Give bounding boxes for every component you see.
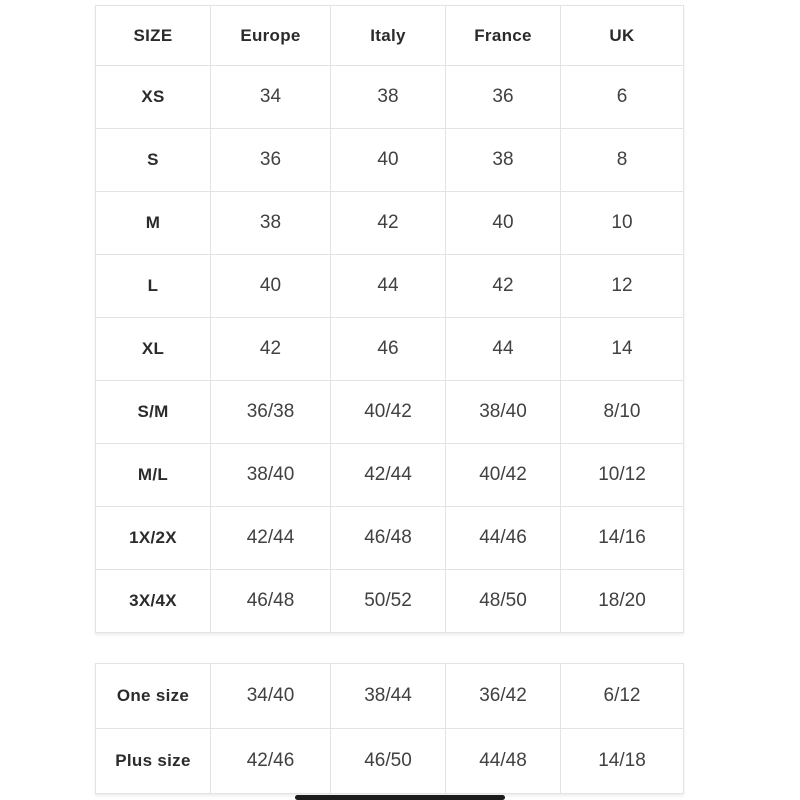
special-size-table-body	[96, 664, 684, 794]
size-value: 8/10	[561, 381, 684, 444]
size-label: One size	[96, 664, 211, 729]
size-value: 46/48	[211, 570, 331, 633]
size-value: 40/42	[331, 381, 446, 444]
size-value: 38	[211, 192, 331, 255]
size-value: 40	[211, 255, 331, 318]
size-value: 38	[331, 66, 446, 129]
size-value: 6/12	[561, 664, 684, 729]
table-row	[96, 444, 684, 507]
size-value: 18/20	[561, 570, 684, 633]
size-label: M/L	[96, 444, 211, 507]
size-label: 1X/2X	[96, 507, 211, 570]
size-value: 44/48	[446, 729, 561, 794]
size-label: L	[96, 255, 211, 318]
size-value: 14	[561, 318, 684, 381]
table-row	[96, 66, 684, 129]
size-value: 38/44	[331, 664, 446, 729]
size-value: 36	[211, 129, 331, 192]
table-row	[96, 381, 684, 444]
size-value: 46	[331, 318, 446, 381]
size-table-body	[96, 66, 684, 633]
size-value: 44	[331, 255, 446, 318]
size-value: 46/50	[331, 729, 446, 794]
size-value: 10	[561, 192, 684, 255]
size-value: 42	[446, 255, 561, 318]
size-label: S	[96, 129, 211, 192]
size-label: 3X/4X	[96, 570, 211, 633]
size-value: 42	[331, 192, 446, 255]
size-value: 36/38	[211, 381, 331, 444]
table-row	[96, 729, 684, 794]
column-header-size: SIZE	[96, 6, 211, 66]
size-value: 36/42	[446, 664, 561, 729]
size-table-header	[96, 6, 684, 66]
size-value: 50/52	[331, 570, 446, 633]
size-label: Plus size	[96, 729, 211, 794]
column-header-italy: Italy	[331, 6, 446, 66]
size-value: 38/40	[446, 381, 561, 444]
size-value: 44/46	[446, 507, 561, 570]
size-value: 36	[446, 66, 561, 129]
size-label: XL	[96, 318, 211, 381]
size-value: 42/46	[211, 729, 331, 794]
header-row	[96, 6, 684, 66]
size-label: S/M	[96, 381, 211, 444]
size-value: 10/12	[561, 444, 684, 507]
size-label: XS	[96, 66, 211, 129]
size-value: 38/40	[211, 444, 331, 507]
special-size-table	[95, 663, 684, 794]
table-row	[96, 570, 684, 633]
size-conversion-table	[95, 5, 684, 633]
size-value: 40/42	[446, 444, 561, 507]
scrollbar-thumb[interactable]	[295, 795, 505, 800]
size-value: 6	[561, 66, 684, 129]
table-row	[96, 129, 684, 192]
table-row	[96, 255, 684, 318]
column-header-europe: Europe	[211, 6, 331, 66]
size-value: 12	[561, 255, 684, 318]
size-value: 8	[561, 129, 684, 192]
size-value: 14/18	[561, 729, 684, 794]
size-value: 14/16	[561, 507, 684, 570]
size-value: 34	[211, 66, 331, 129]
size-value: 38	[446, 129, 561, 192]
table-row	[96, 507, 684, 570]
size-value: 42	[211, 318, 331, 381]
size-value: 44	[446, 318, 561, 381]
size-value: 34/40	[211, 664, 331, 729]
table-row	[96, 664, 684, 729]
table-row	[96, 192, 684, 255]
size-value: 40	[331, 129, 446, 192]
size-label: M	[96, 192, 211, 255]
size-value: 42/44	[331, 444, 446, 507]
size-value: 46/48	[331, 507, 446, 570]
column-header-france: France	[446, 6, 561, 66]
table-row	[96, 318, 684, 381]
size-value: 48/50	[446, 570, 561, 633]
size-value: 42/44	[211, 507, 331, 570]
size-value: 40	[446, 192, 561, 255]
column-header-uk: UK	[561, 6, 684, 66]
